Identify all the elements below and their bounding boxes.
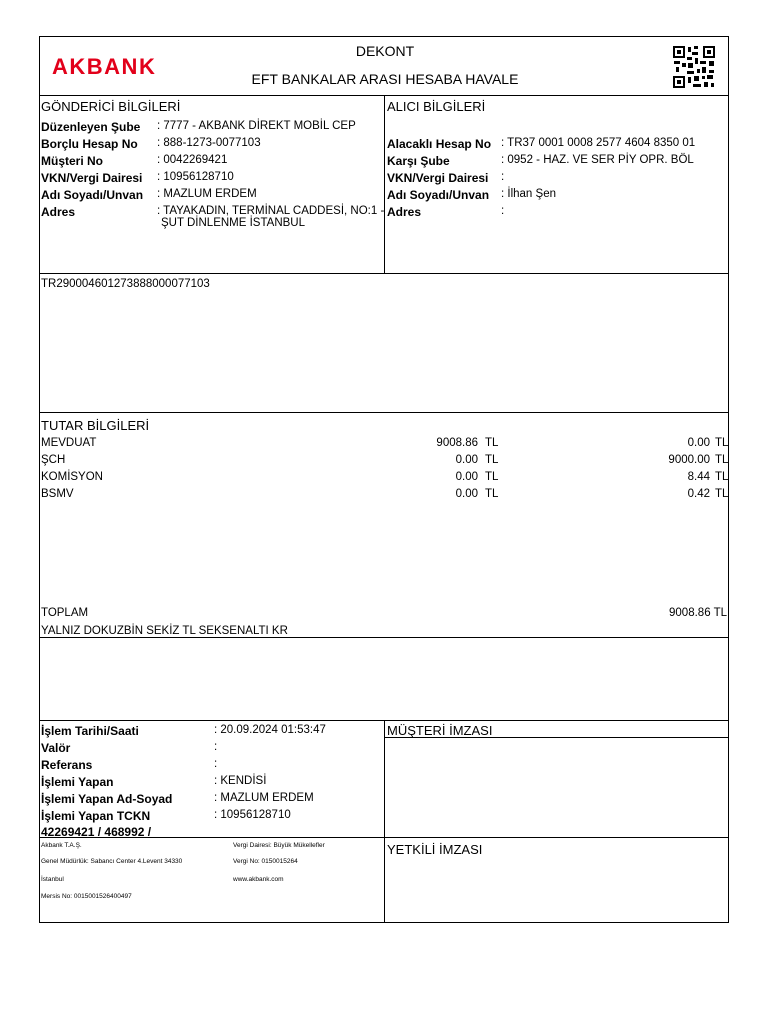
amount-value-2: 8.44 <box>687 471 710 483</box>
bank-logo: AKBANK <box>52 54 157 79</box>
transaction-value: : <box>214 758 218 770</box>
total-label: TOPLAM <box>41 607 89 619</box>
transaction-description: TR290004601273888000077103 <box>41 278 210 290</box>
sender-label: Borçlu Hesap No <box>41 137 138 151</box>
sender-value: : 10956128710 <box>157 171 234 183</box>
amount-label: MEVDUAT <box>41 437 97 449</box>
sender-label: Müşteri No <box>41 154 104 168</box>
amount-section-title: TUTAR BİLGİLERİ <box>41 418 150 433</box>
receiver-label: VKN/Vergi Dairesi <box>387 171 489 185</box>
amount-label: KOMİSYON <box>41 471 103 483</box>
receiver-value: : İlhan Şen <box>501 188 556 200</box>
receiver-label: Alacaklı Hesap No <box>387 137 492 151</box>
transaction-label: Valör <box>41 741 71 755</box>
transaction-value: : MAZLUM ERDEM <box>214 792 314 804</box>
customer-signature-title: MÜŞTERİ İMZASI <box>387 723 493 738</box>
receiver-value: : <box>501 205 505 217</box>
amount-currency-1: TL <box>485 437 499 449</box>
footer-company: Akbank T.A.Ş. <box>41 842 82 849</box>
amount-currency-1: TL <box>485 471 499 483</box>
transaction-value: : KENDİSİ <box>214 775 267 787</box>
receiver-label: Adres <box>387 205 422 219</box>
amount-value-1: 0.00 <box>455 454 478 466</box>
transaction-value: : <box>214 741 218 753</box>
footer-city: İstanbul <box>41 876 64 883</box>
amount-in-words: YALNIZ DOKUZBİN SEKİZ TL SEKSENALTI KR <box>41 625 288 637</box>
transaction-label: Referans <box>41 758 93 772</box>
amount-label: ŞCH <box>41 454 66 466</box>
amount-currency-1: TL <box>485 488 499 500</box>
total-value: 9008.86 TL <box>669 607 727 619</box>
sender-section-title: GÖNDERİCİ BİLGİLERİ <box>41 99 181 114</box>
amount-currency-2: TL <box>715 437 729 449</box>
transaction-label: İşlemi Yapan TCKN <box>41 809 151 823</box>
transaction-label: İşlemi Yapan <box>41 775 114 789</box>
sender-label: Adı Soyadı/Unvan <box>41 188 144 202</box>
document-title: DEKONT <box>355 43 415 59</box>
qr-code-icon <box>672 45 716 89</box>
amount-value-1: 0.00 <box>455 488 478 500</box>
document-subtitle: EFT BANKALAR ARASI HESABA HAVALE <box>251 71 519 87</box>
receiver-label: Karşı Şube <box>387 154 450 168</box>
footer-mersis: Mersis No: 0015001526400497 <box>41 893 132 900</box>
sender-value: : MAZLUM ERDEM <box>157 188 257 200</box>
amount-value-2: 0.00 <box>687 437 710 449</box>
amount-value-2: 0.42 <box>687 488 710 500</box>
footer-tax-office: Vergi Dairesi: Büyük Mükellefler <box>233 842 325 849</box>
amount-value-2: 9000.00 <box>668 454 710 466</box>
divider <box>39 412 729 413</box>
amount-currency-2: TL <box>715 471 729 483</box>
amount-label: BSMV <box>41 488 74 500</box>
divider <box>39 273 729 274</box>
divider <box>39 637 729 638</box>
sender-value: : 888-1273-0077103 <box>157 137 261 149</box>
divider <box>384 720 385 923</box>
amount-value-1: 0.00 <box>455 471 478 483</box>
authorized-signature-title: YETKİLİ İMZASI <box>387 842 483 857</box>
sender-value: : TAYAKADIN, TERMİNAL CADDESİ, NO:1 - <box>157 205 385 217</box>
receiver-section-title: ALICI BİLGİLERİ <box>387 99 486 114</box>
sender-label: VKN/Vergi Dairesi <box>41 171 143 185</box>
transaction-label: İşlemi Yapan Ad-Soyad <box>41 792 173 806</box>
footer-tax-no: Vergi No: 0150015264 <box>233 858 298 865</box>
sender-label: Düzenleyen Şube <box>41 120 141 134</box>
transaction-label: İşlem Tarihi/Saati <box>41 724 139 738</box>
receiver-label: Adı Soyadı/Unvan <box>387 188 490 202</box>
footer-website: www.akbank.com <box>233 876 284 883</box>
sender-value: : 0042269421 <box>157 154 228 166</box>
amount-currency-2: TL <box>715 488 729 500</box>
footer-address: Genel Müdürlük: Sabancı Center 4.Levent 34330 <box>41 858 183 865</box>
receiver-value: : 0952 - HAZ. VE SER PİY OPR. BÖL <box>501 154 694 166</box>
sender-value: : 7777 - AKBANK DİREKT MOBİL CEP <box>157 120 356 132</box>
transaction-value: : 10956128710 <box>214 809 291 821</box>
sender-value: ŞUT DİNLENME İSTANBUL <box>161 217 305 229</box>
amount-currency-1: TL <box>485 454 499 466</box>
transaction-id: 42269421 / 468992 / <box>41 825 152 839</box>
sender-label: Adres <box>41 205 76 219</box>
amount-currency-2: TL <box>715 454 729 466</box>
receiver-value: : TR37 0001 0008 2577 4604 8350 01 <box>501 137 696 149</box>
transaction-value: : 20.09.2024 01:53:47 <box>214 724 326 736</box>
amount-value-1: 9008.86 <box>436 437 478 449</box>
receiver-value: : <box>501 171 505 183</box>
divider <box>384 95 385 274</box>
